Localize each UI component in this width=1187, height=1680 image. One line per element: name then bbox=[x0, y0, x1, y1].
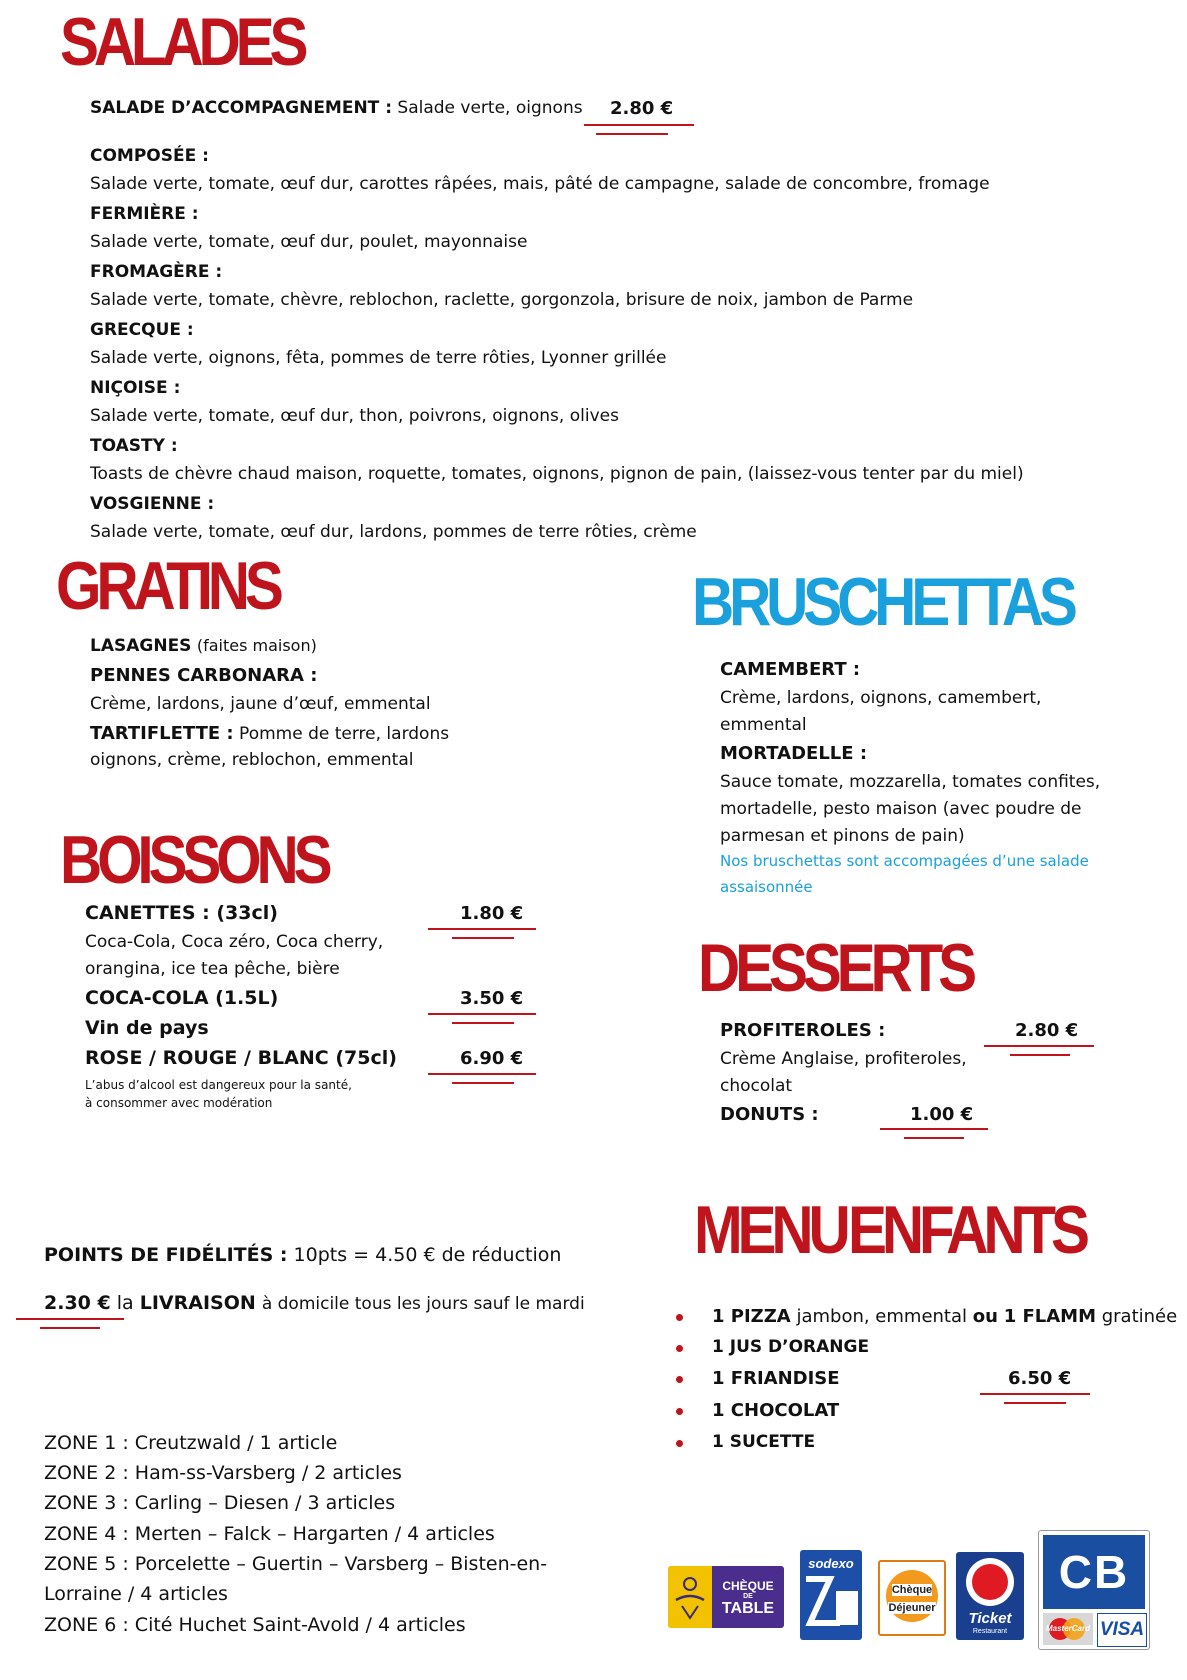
livraison-line bbox=[44, 1294, 585, 1313]
item-name: COCA-COLA (1.5L) bbox=[85, 987, 279, 1009]
item-name: NIÇOISE : bbox=[90, 378, 181, 398]
bruschettas-note: Nos bruschettas sont accompagées d’une salade bbox=[720, 852, 1089, 870]
salade-nicoise bbox=[90, 380, 619, 425]
section-title-desserts: DESSERTS bbox=[698, 930, 972, 1006]
section-title-boissons: BOISSONS bbox=[60, 822, 328, 898]
ticket-restaurant-logo bbox=[956, 1552, 1024, 1640]
price-underline bbox=[980, 1393, 1090, 1395]
zone-line: ZONE 3 : Carling – Diesen / 3 articles bbox=[44, 1492, 396, 1514]
section-title-gratins: GRATINS bbox=[56, 548, 279, 624]
item-name: FROMAGÈRE : bbox=[90, 262, 223, 282]
price-underline bbox=[880, 1128, 988, 1130]
zone-line: ZONE 6 : Cité Huchet Saint-Avold / 4 articles bbox=[44, 1614, 466, 1636]
price-profiteroles: 2.80 € bbox=[1015, 1020, 1079, 1041]
vin-label: Vin de pays bbox=[85, 1017, 209, 1039]
price-underline bbox=[584, 124, 694, 126]
salade-composee bbox=[90, 148, 990, 193]
item-desc: Salade verte, oignons, fêta, pommes de terre rôties, Lyonner grillée bbox=[90, 348, 667, 368]
zone-line: ZONE 5 : Porcelette – Guertin – Varsberg – Bisten-en- bbox=[44, 1553, 548, 1575]
menu-item: 1 FRIANDISE bbox=[712, 1368, 840, 1389]
fidelite-line bbox=[44, 1246, 561, 1265]
item-desc: Salade verte, tomate, œuf dur, carottes râpées, mais, pâté de campagne, salade de concombre, fromage bbox=[90, 174, 990, 194]
price-underline bbox=[452, 1082, 514, 1084]
cb-visa-mastercard-logo bbox=[1038, 1530, 1150, 1650]
livraison-price: 2.30 € bbox=[44, 1292, 111, 1314]
bullet-icon bbox=[676, 1314, 683, 1321]
logo-text: VISA bbox=[1099, 1619, 1145, 1640]
item-desc: Salade verte, tomate, chèvre, reblochon, raclette, gorgonzola, brisure de noix, jambon de Parme bbox=[90, 290, 914, 310]
item-desc: orangina, ice tea pêche, bière bbox=[85, 959, 340, 979]
item-name: LASAGNES bbox=[90, 636, 192, 656]
item-desc: Salade verte, tomate, œuf dur, lardons, pommes de terre rôties, crème bbox=[90, 522, 697, 542]
logo-text: Restaurant bbox=[972, 1628, 1008, 1635]
item-name: CANETTES : (33cl) bbox=[85, 902, 278, 924]
logo-text: sodexo bbox=[808, 1556, 854, 1571]
item-name: VOSGIENNE : bbox=[90, 494, 215, 514]
bullet-icon bbox=[676, 1345, 683, 1352]
item-name: FERMIÈRE : bbox=[90, 204, 199, 224]
bruschettas-note: assaisonnée bbox=[720, 878, 813, 896]
logo-text: TABLE bbox=[721, 1600, 775, 1617]
logo-text: Déjeuner bbox=[888, 1602, 936, 1614]
menu-item: 1 SUCETTE bbox=[712, 1432, 816, 1452]
alcohol-warning: à consommer avec modération bbox=[85, 1096, 273, 1110]
bullet-icon bbox=[676, 1376, 683, 1383]
item-name: 1 FLAMM bbox=[1003, 1306, 1096, 1327]
logo-text: Chèque bbox=[891, 1584, 933, 1596]
price-underline bbox=[1010, 1054, 1070, 1056]
price-underline bbox=[428, 1073, 536, 1075]
fidelite-value: 10pts = 4.50 € de réduction bbox=[293, 1244, 562, 1266]
item-desc: Coca-Cola, Coca zéro, Coca cherry, bbox=[85, 932, 384, 952]
item-name: COMPOSÉE : bbox=[90, 146, 209, 166]
item-desc: Sauce tomate, mozzarella, tomates confites, bbox=[720, 772, 1101, 792]
section-title-bruschettas: BRUSCHETTAS bbox=[692, 564, 1073, 640]
salade-toasty bbox=[90, 438, 1024, 483]
item-desc: Salade verte, tomate, œuf dur, thon, poivrons, oignons, olives bbox=[90, 406, 619, 426]
mastercard-icon bbox=[1043, 1613, 1093, 1645]
cheque-de-table-logo bbox=[668, 1566, 784, 1628]
item-name: MORTADELLE : bbox=[720, 743, 868, 764]
item-desc: Pomme de terre, lardons bbox=[239, 724, 450, 744]
item-desc: jambon, emmental bbox=[796, 1306, 968, 1327]
salade-accompagnement bbox=[90, 100, 583, 117]
item-desc: chocolat bbox=[720, 1076, 793, 1096]
price-canettes: 1.80 € bbox=[460, 903, 524, 924]
item-name: PROFITEROLES : bbox=[720, 1020, 886, 1041]
menu-item bbox=[712, 1308, 1177, 1326]
salade-fermiere bbox=[90, 206, 527, 251]
price-coca: 3.50 € bbox=[460, 988, 524, 1009]
section-title-menu-enfants: MENU ENFANTS bbox=[694, 1192, 1085, 1268]
logo-text: CB bbox=[1058, 1546, 1130, 1598]
item-lasagnes bbox=[90, 638, 317, 655]
cheque-dejeuner-logo bbox=[878, 1560, 946, 1636]
item-name: ROSE / ROUGE / BLANC (75cl) bbox=[85, 1047, 397, 1069]
item-desc: gratinée bbox=[1101, 1306, 1178, 1327]
price-underline bbox=[428, 928, 536, 930]
waiter-icon bbox=[668, 1566, 712, 1628]
zone-line: ZONE 2 : Ham-ss-Varsberg / 2 articles bbox=[44, 1462, 402, 1484]
item-desc: parmesan et pinons de pain) bbox=[720, 826, 965, 846]
item-name: PENNES CARBONARA : bbox=[90, 665, 318, 686]
livraison-rest: à domicile tous les jours sauf le mardi bbox=[261, 1294, 585, 1314]
zone-line: Lorraine / 4 articles bbox=[44, 1583, 228, 1605]
salade-grecque bbox=[90, 322, 666, 367]
logo-text: CHÈQUE bbox=[722, 1579, 774, 1593]
item-note: (faites maison) bbox=[196, 636, 317, 655]
item-desc: emmental bbox=[720, 715, 807, 735]
logo-text: MasterCard bbox=[1045, 1624, 1090, 1633]
item-name: TARTIFLETTE : bbox=[90, 723, 234, 744]
price-donuts: 1.00 € bbox=[910, 1104, 974, 1125]
price-underline bbox=[40, 1327, 100, 1329]
livraison-la: la bbox=[116, 1292, 134, 1314]
item-desc: Salade verte, tomate, œuf dur, poulet, mayonnaise bbox=[90, 232, 528, 252]
item-tartiflette bbox=[90, 725, 449, 743]
item-desc: Crème, lardons, oignons, camembert, bbox=[720, 688, 1042, 708]
fidelite-label: POINTS DE FIDÉLITÉS : bbox=[44, 1244, 288, 1266]
item-desc: Toasts de chèvre chaud maison, roquette, tomates, oignons, pignon de pain, (laissez-vous tenter par du miel) bbox=[90, 464, 1024, 484]
sodexo-logo bbox=[800, 1550, 862, 1640]
item-name: 1 PIZZA bbox=[712, 1306, 791, 1327]
price-underline bbox=[984, 1045, 1094, 1047]
alcohol-warning: L’abus d’alcool est dangereux pour la santé, bbox=[85, 1078, 352, 1092]
price-underline bbox=[16, 1318, 124, 1320]
price-underline bbox=[1004, 1402, 1066, 1404]
bullet-icon bbox=[676, 1440, 683, 1447]
price-vin: 6.90 € bbox=[460, 1048, 524, 1069]
price-accompagnement: 2.80 € bbox=[610, 98, 674, 119]
price-menu-enfants: 6.50 € bbox=[1008, 1368, 1072, 1389]
item-desc: mortadelle, pesto maison (avec poudre de bbox=[720, 799, 1082, 819]
red-dot-icon bbox=[972, 1564, 1008, 1600]
item-desc: oignons, crème, reblochon, emmental bbox=[90, 750, 414, 770]
item-name: GRECQUE : bbox=[90, 320, 194, 340]
menu-item: 1 CHOCOLAT bbox=[712, 1400, 840, 1421]
zone-line: ZONE 4 : Merten – Falck – Hargarten / 4 articles bbox=[44, 1523, 495, 1545]
price-underline bbox=[428, 1013, 536, 1015]
price-underline bbox=[452, 937, 514, 939]
item-or: ou bbox=[972, 1306, 998, 1327]
zone-line: ZONE 1 : Creutzwald / 1 article bbox=[44, 1432, 338, 1454]
price-underline bbox=[452, 1022, 514, 1024]
salade-vosgienne bbox=[90, 496, 697, 541]
price-underline bbox=[904, 1137, 964, 1139]
item-desc: Crème, lardons, jaune d’œuf, emmental bbox=[90, 694, 431, 714]
price-underline bbox=[596, 133, 668, 135]
bullet-icon bbox=[676, 1408, 683, 1415]
item-desc: Salade verte, oignons bbox=[397, 98, 583, 118]
item-desc: Crème Anglaise, profiteroles, bbox=[720, 1049, 967, 1069]
logo-text: DE bbox=[743, 1593, 753, 1600]
item-name: SALADE D’ACCOMPAGNEMENT : bbox=[90, 98, 392, 118]
menu-item: 1 JUS D’ORANGE bbox=[712, 1337, 870, 1357]
livraison-word: LIVRAISON bbox=[139, 1292, 256, 1314]
item-name: TOASTY : bbox=[90, 436, 178, 456]
sodexo-mark-icon bbox=[800, 1571, 862, 1640]
item-name: DONUTS : bbox=[720, 1104, 819, 1125]
logo-text: Ticket bbox=[968, 1610, 1012, 1627]
salade-fromagere bbox=[90, 264, 913, 309]
item-name: CAMEMBERT : bbox=[720, 659, 861, 680]
section-title-salades: SALADES bbox=[60, 4, 304, 80]
